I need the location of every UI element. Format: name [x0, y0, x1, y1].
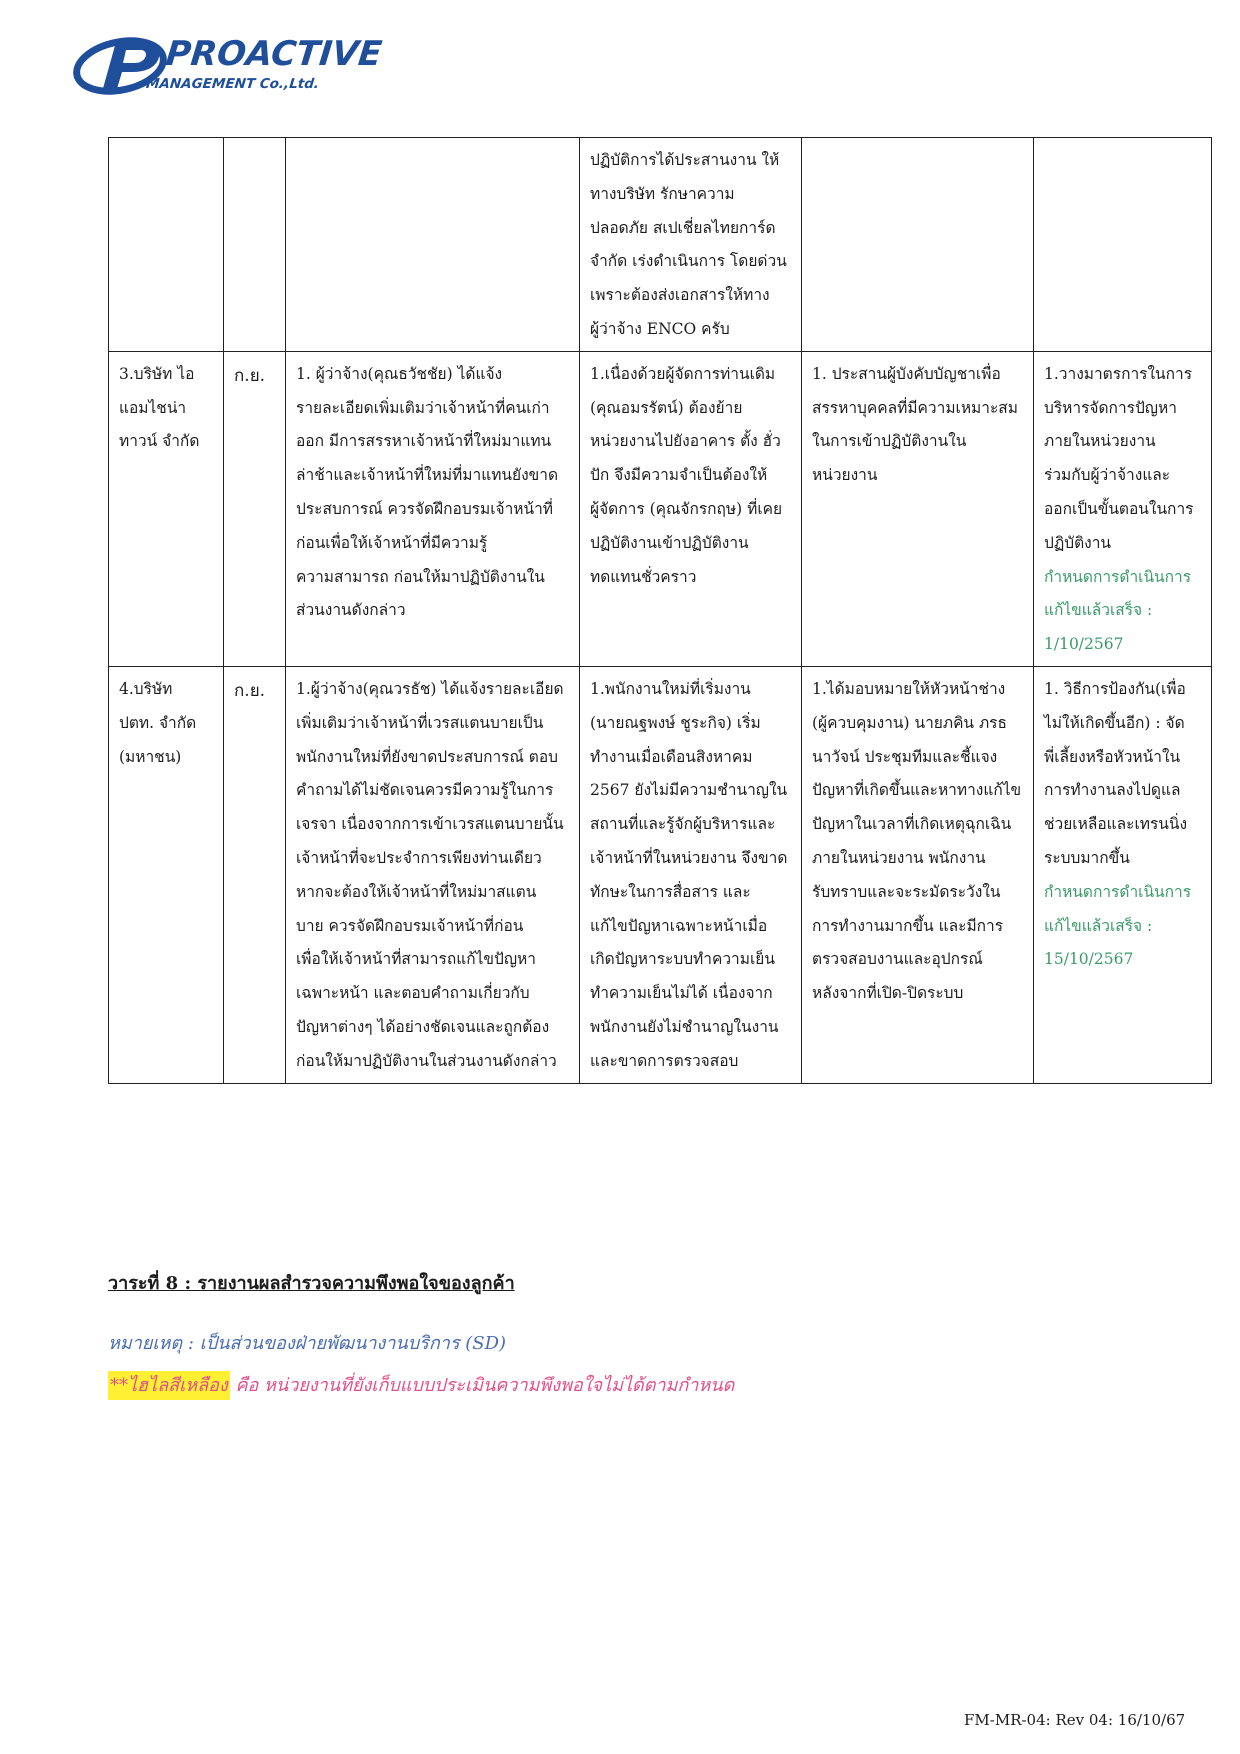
- issue-cell-line: คำถามได้ไม่ชัดเจนควรมีความรู้ในการ: [296, 781, 554, 800]
- issue-cell-line: 1. ผู้ว่าจ้าง(คุณธวัชชัย) ได้แจ้ง: [296, 364, 503, 383]
- issue-cell-line: ส่วนงานดังกล่าว: [296, 601, 406, 620]
- issue-cell-line: ล่าช้าและเจ้าหน้าที่ใหม่ที่มาแทนยังขาด: [296, 466, 559, 485]
- issue-cell-line: ประสบการณ์ ควรจัดฝึกอบรมเจ้าหน้าที่: [296, 499, 554, 518]
- prevention-cell-line: บริหารจัดการปัญหา: [1044, 398, 1177, 417]
- prevention-cell-line: 1. วิธีการป้องกัน(เพื่อ: [1044, 679, 1186, 698]
- month-cell-line: ก.ย.: [234, 365, 266, 386]
- due-date: 15/10/2567: [1044, 950, 1134, 969]
- company-cell-line: 4.บริษัท: [119, 679, 173, 698]
- cause-cell-line: 1.พนักงานใหม่ที่เริ่มงาน: [590, 679, 751, 698]
- table-row: [109, 666, 1212, 1083]
- highlight-label: **ไฮไลสีเหลือง: [108, 1371, 230, 1400]
- logo-subtitle: MANAGEMENT Co.,Ltd.: [145, 76, 320, 92]
- company-cell-line: ปตท. จำกัด: [119, 713, 197, 732]
- cause-cell-line: พนักงานยังไม่ชำนาญในงาน: [590, 1017, 779, 1036]
- issue-cell-line: ความสามารถ ก่อนให้มาปฏิบัติงานใน: [296, 567, 545, 586]
- issue-cell-line: เพิ่มเติมว่าเจ้าหน้าที่เวรสแตนบายเป็น: [296, 713, 544, 732]
- findings-table: [108, 137, 1212, 1084]
- company-cell: [109, 666, 224, 1083]
- correction-cell-line: นาวัจน์ ประชุมทีมและชี้แจง: [812, 747, 998, 766]
- prevention-cell-line: ช่วยเหลือและเทรนนิ่ง: [1044, 815, 1188, 834]
- correction-cell-line: ปัญหาที่เกิดขึ้นและหาทางแก้ไข: [812, 781, 1022, 800]
- issue-cell-line: 1.ผู้ว่าจ้าง(คุณวรธัช) ได้แจ้งรายละเอียด: [296, 679, 564, 698]
- company-cell-line: แอมไชน่า: [119, 398, 187, 417]
- issue-cell: [286, 666, 580, 1083]
- cause-cell-line: ปัก จึงมีความจำเป็นต้องให้: [590, 466, 768, 485]
- correction-cell-line: ปัญหาในเวลาที่เกิดเหตุฉุกเฉิน: [812, 815, 1012, 834]
- cause-cell-line: ทักษะในการสื่อสาร และ: [590, 882, 751, 901]
- correction-cell: [802, 351, 1034, 666]
- cause-cell-line: หน่วยงานไปยังอาคาร ตั้ง ฮั่ว: [590, 432, 781, 451]
- correction-cell-line: หลังจากที่เปิด-ปิดระบบ: [812, 984, 964, 1003]
- month-cell-line: ก.ย.: [234, 680, 266, 701]
- issue-cell-line: เฉพาะหน้า และตอบคำถามเกี่ยวกับ: [296, 984, 530, 1003]
- month-cell: [224, 666, 286, 1083]
- note-sd: หมายเหตุ : เป็นส่วนของฝ่ายพัฒนางานบริการ (SD): [108, 1333, 507, 1354]
- prevention-cell-line: 1.วางมาตรการในการ: [1044, 364, 1193, 383]
- issue-cell-line: หากจะต้องให้เจ้าหน้าที่ใหม่มาสแตน: [296, 882, 537, 901]
- prevention-cell-line: ไม่ให้เกิดขึ้นอีก) : จัด: [1044, 713, 1185, 732]
- cause-cell-line: ทดแทนชั่วคราว: [590, 567, 697, 586]
- issue-cell: [286, 351, 580, 666]
- issue-cell-line: เจ้าหน้าที่จะประจำการเพียงท่านเดียว: [296, 848, 542, 867]
- document-code: FM-MR-04: Rev 04: 16/10/67: [964, 1711, 1186, 1729]
- correction-cell-line: 1.ได้มอบหมายให้หัวหน้าช่าง: [812, 679, 1006, 698]
- note-highlight: [108, 1370, 734, 1399]
- correction-cell-line: ภายในหน่วยงาน พนักงาน: [812, 848, 986, 867]
- cause-cell-line: ผู้ว่าจ้าง ENCO ครับ: [590, 319, 730, 338]
- correction-cell-line: (ผู้ควบคุมงาน) นายภคิน ภรธ: [812, 713, 1007, 732]
- correction-cell-line: การทำงานมากขึ้น และมีการ: [812, 916, 1004, 935]
- cause-cell-line: เพราะต้องส่งเอกสารให้ทาง: [590, 286, 770, 305]
- cause-cell-line: เจ้าหน้าที่ในหน่วยงาน จึงขาด: [590, 848, 788, 867]
- correction-cell: [802, 666, 1034, 1083]
- company-cell-line: ทาวน์ จำกัด: [119, 432, 200, 451]
- cause-cell: [580, 351, 802, 666]
- prevention-cell-line: ร่วมกับผู้ว่าจ้างและ: [1044, 466, 1171, 485]
- correction-cell-line: 1. ประสานผู้บังคับบัญชาเพื่อ: [812, 364, 1001, 383]
- cause-cell-line: จำกัด เร่งดำเนินการ โดยด่วน: [590, 252, 787, 271]
- table-row: [109, 351, 1212, 666]
- prevention-cell-line: ภายในหน่วยงาน: [1044, 432, 1156, 451]
- due-date: 1/10/2567: [1044, 635, 1124, 654]
- due-label: กำหนดการดำเนินการ: [1044, 882, 1192, 901]
- cause-cell-line: และขาดการตรวจสอบ: [590, 1051, 739, 1070]
- month-cell: [224, 351, 286, 666]
- cause-cell-line: 2567 ยังไม่มีความชำนาญใน: [590, 781, 788, 800]
- cause-cell-line: ทำความเย็นไม่ได้ เนื่องจาก: [590, 984, 773, 1003]
- cause-cell-line: (คุณอมรรัตน์) ต้องย้าย: [590, 398, 743, 417]
- issue-cell: [286, 138, 580, 352]
- issue-cell-line: ออก มีการสรรหาเจ้าหน้าที่ใหม่มาแทน: [296, 432, 552, 451]
- table-row: [109, 138, 1212, 352]
- issue-cell-line: รายละเอียดเพิ่มเติมว่าเจ้าหน้าที่คนเก่า: [296, 398, 550, 417]
- due-label: กำหนดการดำเนินการ: [1044, 567, 1192, 586]
- cause-cell-line: ปลอดภัย สเปเชี่ยลไทยการ์ด: [590, 218, 776, 237]
- due-label: แก้ไขแล้วเสร็จ :: [1044, 916, 1153, 935]
- issue-cell-line: ปัญหาต่างๆ ได้อย่างชัดเจนและถูกต้อง: [296, 1017, 550, 1036]
- company-cell-line: (มหาชน): [119, 747, 182, 766]
- correction-cell-line: สรรหาบุคคลที่มีความเหมาะสม: [812, 398, 1018, 417]
- cause-cell-line: สถานที่และรู้จักผู้บริหารและ: [590, 815, 776, 834]
- correction-cell-line: ตรวจสอบงานและอุปกรณ์: [812, 950, 983, 969]
- issue-cell-line: ก่อนเพื่อให้เจ้าหน้าที่มีความรู้: [296, 533, 488, 552]
- correction-cell-line: รับทราบและจะระมัดระวังใน: [812, 882, 1001, 901]
- highlight-explanation: คือ หน่วยงานที่ยังเก็บแบบประเมินความพึงพอใจไม่ได้ตามกำหนด: [229, 1375, 735, 1396]
- issue-cell-line: เจรจา เนื่องจากการเข้าเวรสแตนบายนั้น: [296, 815, 564, 834]
- cause-cell-line: ทางบริษัท รักษาความ: [590, 184, 735, 203]
- issue-cell-line: ก่อนให้มาปฏิบัติงานในส่วนงานดังกล่าว: [296, 1051, 557, 1070]
- issue-cell-line: เพื่อให้เจ้าหน้าที่สามารถแก้ไขปัญหา: [296, 950, 536, 969]
- prevention-cell-line: ปฏิบัติงาน: [1044, 533, 1112, 552]
- prevention-cell-line: ระบบมากขึ้น: [1044, 848, 1130, 867]
- month-cell: [224, 138, 286, 352]
- cause-cell: [580, 138, 802, 352]
- prevention-cell: [1034, 138, 1212, 352]
- prevention-cell: [1034, 351, 1212, 666]
- company-logo: [72, 26, 384, 102]
- cause-cell-line: ผู้จัดการ (คุณจักรกฤษ) ที่เคย: [590, 499, 783, 518]
- cause-cell-line: ปฏิบัติการได้ประสานงาน ให้: [590, 151, 780, 169]
- correction-cell-line: ในการเข้าปฏิบัติงานใน: [812, 432, 967, 451]
- cause-cell-line: ปฏิบัติงานเข้าปฏิบัติงาน: [590, 533, 749, 552]
- company-cell-line: 3.บริษัท ไอ: [119, 364, 195, 383]
- prevention-cell-line: การทำงานลงไปดูแล: [1044, 781, 1181, 800]
- cause-cell-line: 1.เนื่องด้วยผู้จัดการท่านเดิม: [590, 364, 776, 383]
- issue-cell-line: พนักงานใหม่ที่ยังขาดประสบการณ์ ตอบ: [296, 747, 559, 766]
- prevention-cell: [1034, 666, 1212, 1083]
- agenda-title: วาระที่ 8 : รายงานผลสำรวจความพึงพอใจของลูกค้า: [108, 1273, 515, 1294]
- cause-cell-line: เกิดปัญหาระบบทำความเย็น: [590, 950, 775, 969]
- correction-cell-line: หน่วยงาน: [812, 466, 878, 485]
- company-cell: [109, 138, 224, 352]
- due-label: แก้ไขแล้วเสร็จ :: [1044, 601, 1153, 620]
- cause-cell-line: (นายณฐพงษ์ ชูระกิจ) เริ่ม: [590, 713, 761, 732]
- prevention-cell-line: ออกเป็นขั้นตอนในการ: [1044, 499, 1194, 518]
- correction-cell: [802, 138, 1034, 352]
- logo-name: PROACTIVE: [163, 34, 384, 74]
- cause-cell-line: แก้ไขปัญหาเฉพาะหน้าเมื่อ: [590, 916, 768, 935]
- issue-cell-line: บาย ควรจัดฝึกอบรมเจ้าหน้าที่ก่อน: [296, 916, 524, 935]
- company-cell: [109, 351, 224, 666]
- cause-cell: [580, 666, 802, 1083]
- prevention-cell-line: พี่เลี้ยงหรือหัวหน้าใน: [1044, 747, 1181, 766]
- cause-cell-line: ทำงานเมื่อเดือนสิงหาคม: [590, 747, 753, 766]
